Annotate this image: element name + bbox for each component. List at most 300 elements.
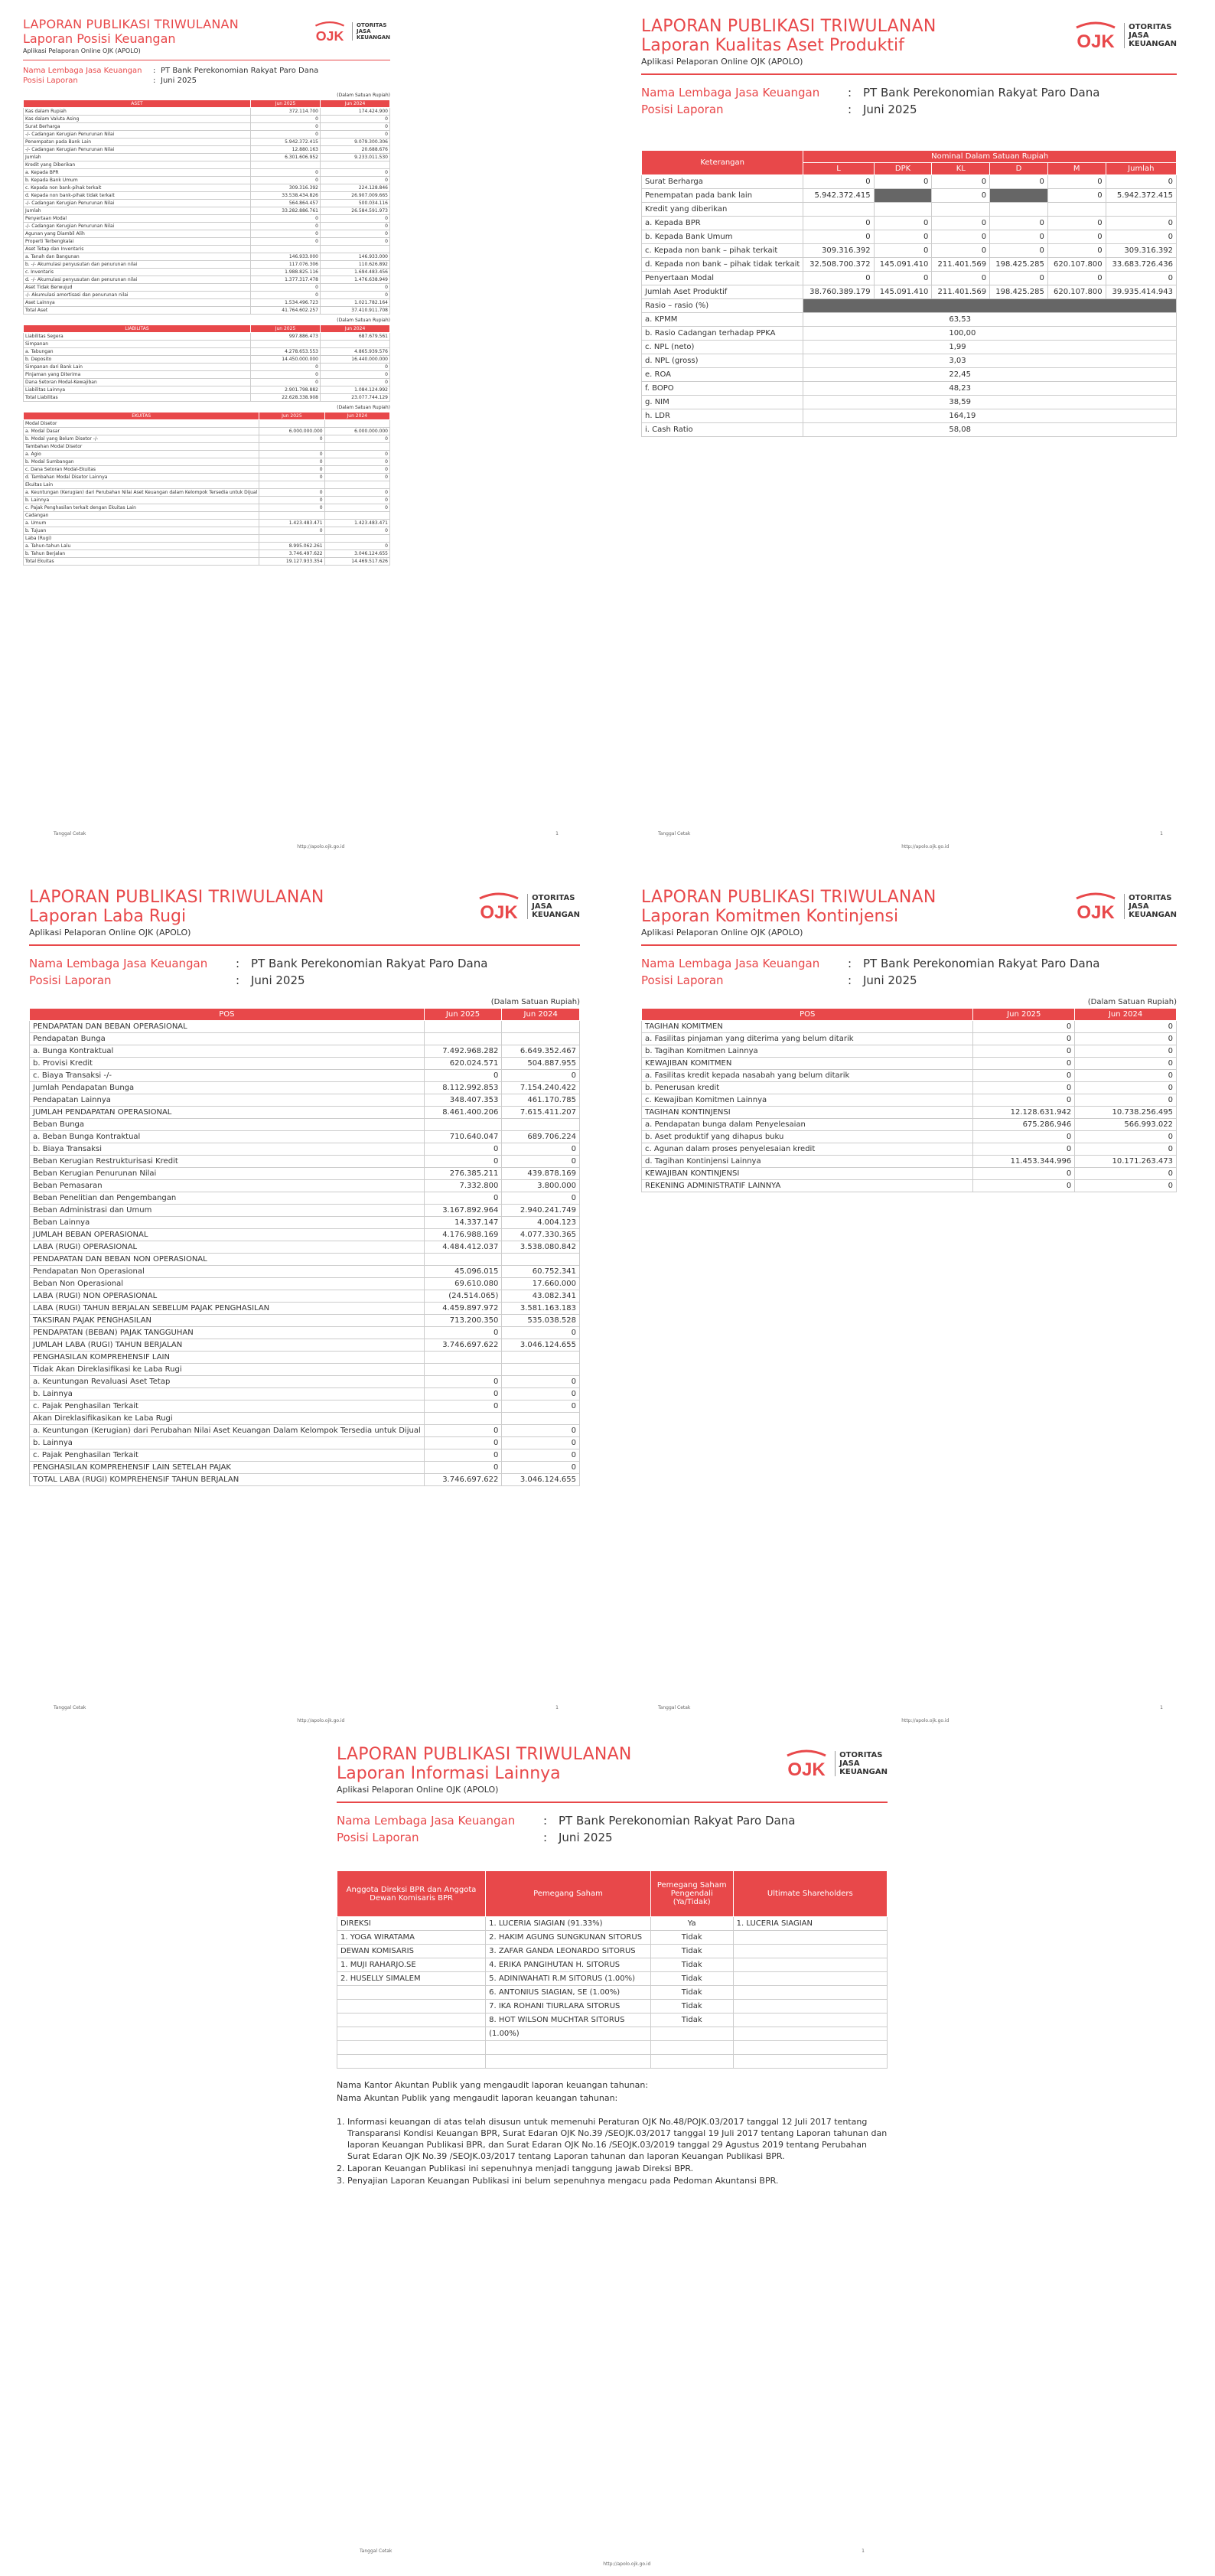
cell-value: 0 — [250, 292, 320, 299]
cell-value: 211.401.569 — [932, 258, 990, 272]
column-header: Jun 2025 — [973, 1009, 1075, 1021]
cell-value: 566.993.022 — [1075, 1119, 1177, 1131]
cell-value — [259, 443, 324, 451]
column-header: LIABILITAS — [24, 325, 251, 333]
cell-value: 309.316.392 — [803, 244, 874, 258]
row-label: Pinjaman yang Diterima — [24, 371, 251, 379]
footer-page: 1 — [1160, 831, 1163, 836]
cell-value: 0 — [932, 217, 990, 230]
cell-value: 348.407.353 — [424, 1094, 502, 1107]
column-header: L — [803, 163, 874, 175]
table-row — [24, 451, 390, 458]
row-label: a. Agio — [24, 451, 259, 458]
table-row — [30, 1143, 580, 1156]
row-label: b. -/- Akumulasi penyusutan dan penurunan nilai — [24, 261, 251, 269]
table-row — [24, 504, 390, 512]
app-name: Aplikasi Pelaporan Online OJK (APOLO) — [337, 1785, 499, 1795]
header-rule — [641, 73, 1177, 75]
cell-value: 4. ERIKA PANGIHUTAN H. SITORUS — [486, 1958, 651, 1972]
cell-value: 146.933.000 — [320, 253, 389, 261]
table-row — [30, 1229, 580, 1241]
cell-value: 0 — [250, 123, 320, 131]
notes-list — [337, 2116, 888, 2186]
table-row — [642, 189, 1177, 203]
cell-value: 6. ANTONIUS SIAGIAN, SE (1.00%) — [486, 1986, 651, 2000]
table-row — [24, 558, 390, 566]
cell-value: 0 — [259, 489, 324, 497]
ojk-mark-text: OJK — [1077, 902, 1115, 921]
cell-value: 5.942.372.415 — [1106, 189, 1176, 203]
cell-value: 0 — [324, 497, 389, 504]
table-row — [24, 550, 390, 558]
cell-value: 0 — [1075, 1094, 1177, 1107]
table-row — [24, 246, 390, 253]
ratio-label: c. NPL (neto) — [642, 341, 803, 354]
cell-value: 0 — [424, 1156, 502, 1168]
cell-value — [733, 1931, 887, 1945]
table-row — [24, 116, 390, 123]
cell-value: 1.423.483.471 — [324, 520, 389, 527]
ratio-value: 58,08 — [803, 423, 1177, 437]
ojk-logo-text: OTORITAS JASA KEUANGAN — [352, 22, 390, 41]
institution-value: PT Bank Perekonomian Rakyat Paro Dana — [251, 957, 488, 970]
position-label: Posisi Laporan — [23, 77, 78, 85]
row-label: PENDAPATAN DAN BEBAN OPERASIONAL — [30, 1021, 425, 1033]
cell-value: 0 — [320, 223, 389, 230]
column-header: Jun 2025 — [424, 1009, 502, 1021]
table-row — [642, 1168, 1177, 1180]
row-label: -/- Cadangan Kerugian Penurunan Nilai — [24, 223, 251, 230]
report-title: LAPORAN PUBLIKASI TRIWULANAN — [29, 888, 324, 907]
table-row — [24, 269, 390, 276]
column-header: D — [990, 163, 1048, 175]
row-label: Laba (Rugi) — [24, 535, 259, 543]
table-row — [30, 1303, 580, 1315]
cell-value: 504.887.955 — [502, 1058, 580, 1070]
cell-value — [502, 1413, 580, 1425]
page-kualitas-aset — [641, 17, 1177, 828]
cell-value: 689.706.224 — [502, 1131, 580, 1143]
position-value: Juni 2025 — [863, 103, 917, 116]
cell-value: 16.440.000.000 — [320, 356, 389, 364]
table-row — [30, 1400, 580, 1413]
table-row — [337, 1958, 888, 1972]
cell-value: 0 — [1075, 1033, 1177, 1045]
note-item: 3. Penyajian Laporan Keuangan Publikasi ini belum sepenuhnya mengacu pada Pedoman Akuntansi BPR. — [347, 2175, 888, 2186]
ratio-section-bar — [803, 299, 1177, 313]
cell-value: 4.459.897.972 — [424, 1303, 502, 1315]
row-label: Cadangan — [24, 512, 259, 520]
row-label — [337, 2000, 486, 2014]
table-row — [30, 1021, 580, 1033]
table-row — [337, 2055, 888, 2069]
ojk-logo — [312, 20, 390, 43]
cell-value: 9.233.011.530 — [320, 154, 389, 161]
cell-value: 0 — [502, 1143, 580, 1156]
cell-value: 0 — [324, 435, 389, 443]
table-row — [30, 1315, 580, 1327]
column-header: Jun 2024 — [324, 412, 389, 420]
cell-value: 0 — [259, 504, 324, 512]
cell-value: 0 — [259, 458, 324, 466]
column-header: Pemegang Saham — [486, 1871, 651, 1917]
row-label: Penyertaan Modal — [642, 272, 803, 285]
ratio-value: 22,45 — [803, 368, 1177, 382]
column-header: Jun 2024 — [1075, 1009, 1177, 1021]
ap-line: Nama Akuntan Publik yang mengaudit laporan keuangan tahunan: — [337, 2093, 618, 2103]
table-row — [24, 474, 390, 481]
cell-value: 439.878.169 — [502, 1168, 580, 1180]
column-header: Pemegang Saham Pengendali (Ya/Tidak) — [650, 1871, 733, 1917]
table-row — [24, 428, 390, 435]
page-header — [23, 17, 390, 58]
cell-value — [733, 1986, 887, 2000]
cell-value — [932, 203, 990, 217]
cell-value: 0 — [324, 527, 389, 535]
cell-value: 0 — [973, 1045, 1075, 1058]
cell-value: 0 — [1075, 1021, 1177, 1033]
cell-value: 0 — [973, 1131, 1075, 1143]
cell-value — [1047, 203, 1106, 217]
table-row — [24, 123, 390, 131]
row-label: Aset Lainnya — [24, 299, 251, 307]
cell-value: 997.886.473 — [250, 333, 320, 341]
table-row — [24, 458, 390, 466]
row-label: Properti Terbengkalai — [24, 238, 251, 246]
cell-value: 0 — [1106, 230, 1176, 244]
row-label: Beban Lainnya — [30, 1217, 425, 1229]
table-row — [24, 192, 390, 200]
row-label: Simpanan — [24, 341, 251, 348]
table-row — [642, 1156, 1177, 1168]
cell-value — [250, 161, 320, 169]
row-label: a. Kepada BPR — [24, 169, 251, 177]
table-row — [337, 1917, 888, 1931]
cell-value: 8.461.400.206 — [424, 1107, 502, 1119]
column-header: M — [1047, 163, 1106, 175]
ojk-logo-text: OTORITAS JASA KEUANGAN — [835, 1751, 888, 1776]
unit-note: (Dalam Satuan Rupiah) — [337, 405, 390, 410]
row-label: c. Kepada non bank – pihak terkait — [642, 244, 803, 258]
cell-value — [733, 2027, 887, 2041]
cell-value: Ya — [650, 1917, 733, 1931]
row-label: JUMLAH BEBAN OPERASIONAL — [30, 1229, 425, 1241]
footer-link[interactable]: http://apolo.ojk.go.id — [901, 1718, 950, 1723]
cell-value — [486, 2041, 651, 2055]
cell-value: 0 — [320, 169, 389, 177]
unit-note: (Dalam Satuan Rupiah) — [337, 318, 390, 323]
report-subtitle: Laporan Komitmen Kontinjensi — [641, 907, 899, 926]
institution-label: Nama Lembaga Jasa Keuangan — [29, 957, 208, 970]
cell-value — [324, 420, 389, 428]
row-label: a. Umum — [24, 520, 259, 527]
row-label: Beban Non Operasional — [30, 1278, 425, 1290]
app-name: Aplikasi Pelaporan Online OJK (APOLO) — [29, 928, 191, 937]
ojk-logo — [1072, 891, 1177, 921]
cell-value: Tidak — [650, 1986, 733, 2000]
row-label: b. Lainnya — [24, 497, 259, 504]
table-row — [30, 1192, 580, 1205]
row-label: TAGIHAN KONTINJENSI — [642, 1107, 973, 1119]
page-header — [641, 17, 1177, 70]
table-row — [24, 169, 390, 177]
table-row — [30, 1033, 580, 1045]
cell-value: 535.038.528 — [502, 1315, 580, 1327]
row-label: Total Liabilitas — [24, 394, 251, 402]
cell-value: 0 — [502, 1462, 580, 1474]
cell-value — [502, 1352, 580, 1364]
row-label: b. Tagihan Komitmen Lainnya — [642, 1045, 973, 1058]
column-group-header: Nominal Dalam Satuan Rupiah — [803, 151, 1177, 163]
cell-value — [733, 1972, 887, 1986]
cell-value: 0 — [1106, 272, 1176, 285]
cell-value: 1. LUCERIA SIAGIAN (91.33%) — [486, 1917, 651, 1931]
table-row — [24, 512, 390, 520]
cell-value: 309.316.392 — [1106, 244, 1176, 258]
cell-value — [502, 1033, 580, 1045]
cell-value: 7.492.968.282 — [424, 1045, 502, 1058]
row-label: KEWAJIBAN KONTINJENSI — [642, 1168, 973, 1180]
cell-value: 3. ZAFAR GANDA LEONARDO SITORUS — [486, 1945, 651, 1958]
row-label: b. Kepada Bank Umum — [642, 230, 803, 244]
cell-value: 33.282.886.761 — [250, 207, 320, 215]
note-item: 2. Laporan Keuangan Publikasi ini sepenuhnya menjadi tanggung jawab Direksi BPR. — [347, 2163, 888, 2174]
cell-value: 0 — [324, 489, 389, 497]
report-info — [337, 1814, 888, 1844]
table-row — [24, 466, 390, 474]
cell-value: 4.077.330.365 — [502, 1229, 580, 1241]
row-label: a. Kepada BPR — [642, 217, 803, 230]
income-statement-table — [29, 1008, 580, 1486]
position-value: Juni 2025 — [559, 1831, 613, 1844]
cell-value: 3.046.124.655 — [324, 550, 389, 558]
ratio-row — [642, 341, 1177, 354]
row-label: JUMLAH LABA (RUGI) TAHUN BERJALAN — [30, 1339, 425, 1352]
cell-value: 0 — [320, 131, 389, 139]
cell-value: 3.167.892.964 — [424, 1205, 502, 1217]
cell-value: 10.171.263.473 — [1075, 1156, 1177, 1168]
cell-value: 620.024.571 — [424, 1058, 502, 1070]
cell-value: 0 — [502, 1437, 580, 1449]
cell-value: 3.538.080.842 — [502, 1241, 580, 1254]
row-label: c. Pajak Penghasilan terkait dengan Ekuitas Lain — [24, 504, 259, 512]
footer-link[interactable]: http://apolo.ojk.go.id — [297, 1718, 345, 1723]
ojk-mark-text: OJK — [480, 902, 518, 921]
cell-value: 0 — [320, 230, 389, 238]
cell-value: 7.615.411.207 — [502, 1107, 580, 1119]
table-row — [24, 299, 390, 307]
cell-value: 1.988.825.116 — [250, 269, 320, 276]
row-label: Total Aset — [24, 307, 251, 315]
cell-value: 41.764.602.257 — [250, 307, 320, 315]
cell-value: 146.933.000 — [250, 253, 320, 261]
column-header: DPK — [874, 163, 932, 175]
cell-value: 0 — [1047, 217, 1106, 230]
column-header: Ultimate Shareholders — [733, 1871, 887, 1917]
cell-value: 7.154.240.422 — [502, 1082, 580, 1094]
cell-value: 0 — [973, 1094, 1075, 1107]
table-row — [30, 1168, 580, 1180]
footer-page: 1 — [555, 1705, 559, 1710]
ojk-logo-text: OTORITAS JASA KEUANGAN — [527, 894, 580, 919]
table-row — [30, 1376, 580, 1388]
cell-value: 0 — [259, 474, 324, 481]
table-row — [24, 207, 390, 215]
cell-value: 4.278.653.553 — [250, 348, 320, 356]
cell-value: 10.738.256.495 — [1075, 1107, 1177, 1119]
cell-value — [324, 512, 389, 520]
cell-value: 0 — [424, 1462, 502, 1474]
cell-value: 0 — [250, 215, 320, 223]
row-label: 1. YOGA WIRATAMA — [337, 1931, 486, 1945]
cell-value: 0 — [324, 504, 389, 512]
table-row — [337, 2000, 888, 2014]
cell-value: 33.683.726.436 — [1106, 258, 1176, 272]
position-value: Juni 2025 — [251, 973, 305, 987]
cell-value: 0 — [1075, 1058, 1177, 1070]
row-label: b. Kepada Bank Umum — [24, 177, 251, 184]
footer-date: Tanggal Cetak — [658, 1705, 691, 1710]
row-label: Kas dalam Rupiah — [24, 108, 251, 116]
table-row — [24, 379, 390, 386]
page-posisi-keuangan — [23, 17, 390, 828]
ratio-row — [642, 409, 1177, 423]
footer-link[interactable]: http://apolo.ojk.go.id — [901, 844, 950, 849]
row-label: Beban Administrasi dan Umum — [30, 1205, 425, 1217]
row-label: a. Tabungan — [24, 348, 251, 356]
cell-value: 14.337.147 — [424, 1217, 502, 1229]
row-label: a. Keuntungan (Kerugian) dari Perubahan Nilai Aset Keuangan dalam Kelompok Tersedia untuk Dijual — [24, 489, 259, 497]
cell-value: 4.484.412.037 — [424, 1241, 502, 1254]
row-label: b. Tujuan — [24, 527, 259, 535]
row-label: -/- Cadangan Kerugian Penurunan Nilai — [24, 131, 251, 139]
cell-value — [424, 1119, 502, 1131]
column-header: ASET — [24, 100, 251, 108]
cell-value: 0 — [1075, 1082, 1177, 1094]
row-label: Beban Kerugian Restrukturisasi Kredit — [30, 1156, 425, 1168]
table-row — [24, 276, 390, 284]
cell-value: 0 — [502, 1425, 580, 1437]
row-label: a. Bunga Kontraktual — [30, 1045, 425, 1058]
cell-value: 7.332.800 — [424, 1180, 502, 1192]
row-label: Ekuitas Lain — [24, 481, 259, 489]
page-header — [337, 1745, 888, 1798]
institution-value: PT Bank Perekonomian Rakyat Paro Dana — [863, 957, 1100, 970]
table-row — [30, 1107, 580, 1119]
ratio-row — [642, 423, 1177, 437]
table-row — [30, 1290, 580, 1303]
cell-value: 8.995.062.261 — [259, 543, 324, 550]
column-header: Jun 2024 — [320, 100, 389, 108]
position-label: Posisi Laporan — [29, 973, 112, 987]
column-header: Jun 2025 — [250, 100, 320, 108]
column-header: Keterangan — [642, 151, 803, 175]
table-row — [642, 1143, 1177, 1156]
cell-value: 687.679.561 — [320, 333, 389, 341]
cell-value: 12.128.631.942 — [973, 1107, 1075, 1119]
row-label — [337, 2041, 486, 2055]
cell-value: 1.423.483.471 — [259, 520, 324, 527]
cell-value: 0 — [424, 1400, 502, 1413]
cell-value — [990, 203, 1048, 217]
cell-value — [650, 2055, 733, 2069]
cell-value: 174.424.900 — [320, 108, 389, 116]
row-label — [337, 2055, 486, 2069]
commitment-table — [641, 1008, 1177, 1192]
row-label: b. Penerusan kredit — [642, 1082, 973, 1094]
report-info — [641, 957, 1177, 987]
table-row — [24, 131, 390, 139]
report-title: LAPORAN PUBLIKASI TRIWULANAN — [23, 17, 239, 31]
row-label: Beban Bunga — [30, 1119, 425, 1131]
cell-value: 0 — [424, 1070, 502, 1082]
cell-value: 0 — [320, 116, 389, 123]
table-row — [30, 1364, 580, 1376]
cell-value: 276.385.211 — [424, 1168, 502, 1180]
cell-value: 0 — [1075, 1131, 1177, 1143]
page-footer — [54, 831, 559, 849]
cell-value — [424, 1254, 502, 1266]
table-row — [642, 217, 1177, 230]
cell-value: 26.584.591.973 — [320, 207, 389, 215]
cell-value: 0 — [502, 1376, 580, 1388]
cell-value — [259, 420, 324, 428]
separator: : — [153, 67, 156, 75]
footer-link[interactable]: http://apolo.ojk.go.id — [297, 844, 345, 849]
cell-value: 0 — [874, 272, 932, 285]
table-row — [337, 2014, 888, 2027]
cell-value: 145.091.410 — [874, 258, 932, 272]
position-label: Posisi Laporan — [337, 1831, 419, 1844]
column-header: Jun 2024 — [502, 1009, 580, 1021]
cell-value: 198.425.285 — [990, 285, 1048, 299]
table-row — [24, 139, 390, 146]
cell-value: 675.286.946 — [973, 1119, 1075, 1131]
table-row — [24, 230, 390, 238]
cell-value: 43.082.341 — [502, 1290, 580, 1303]
cell-value: 0 — [424, 1327, 502, 1339]
footer-link[interactable]: http://apolo.ojk.go.id — [603, 2561, 651, 2567]
table-row — [30, 1462, 580, 1474]
cell-value: 0 — [1106, 175, 1176, 189]
row-label: Liabilitas Lainnya — [24, 386, 251, 394]
cell-value: 0 — [1075, 1168, 1177, 1180]
row-label: Beban Penelitian dan Pengembangan — [30, 1192, 425, 1205]
cell-value: 0 — [990, 272, 1048, 285]
cell-value — [324, 481, 389, 489]
cell-value: 33.538.434.826 — [250, 192, 320, 200]
report-title: LAPORAN PUBLIKASI TRIWULANAN — [641, 888, 936, 907]
table-row — [642, 1033, 1177, 1045]
row-label: b. Tahun Berjalan — [24, 550, 259, 558]
row-label: a. Keuntungan Revaluasi Aset Tetap — [30, 1376, 425, 1388]
table-row — [642, 272, 1177, 285]
cell-value: 710.640.047 — [424, 1131, 502, 1143]
report-info — [641, 86, 1177, 116]
row-label: a. Pendapatan bunga dalam Penyelesaian — [642, 1119, 973, 1131]
institution-label: Nama Lembaga Jasa Keuangan — [641, 957, 820, 970]
row-label: DEWAN KOMISARIS — [337, 1945, 486, 1958]
cell-value — [424, 1352, 502, 1364]
cell-value: 0 — [320, 379, 389, 386]
page-komitmen-kontinjensi — [641, 888, 1177, 1699]
table-row — [30, 1131, 580, 1143]
row-label: LABA (RUGI) TAHUN BERJALAN SEBELUM PAJAK PENGHASILAN — [30, 1303, 425, 1315]
table-row — [30, 1425, 580, 1437]
cell-value: 0 — [1106, 217, 1176, 230]
cell-value: 0 — [259, 527, 324, 535]
table-row — [30, 1388, 580, 1400]
